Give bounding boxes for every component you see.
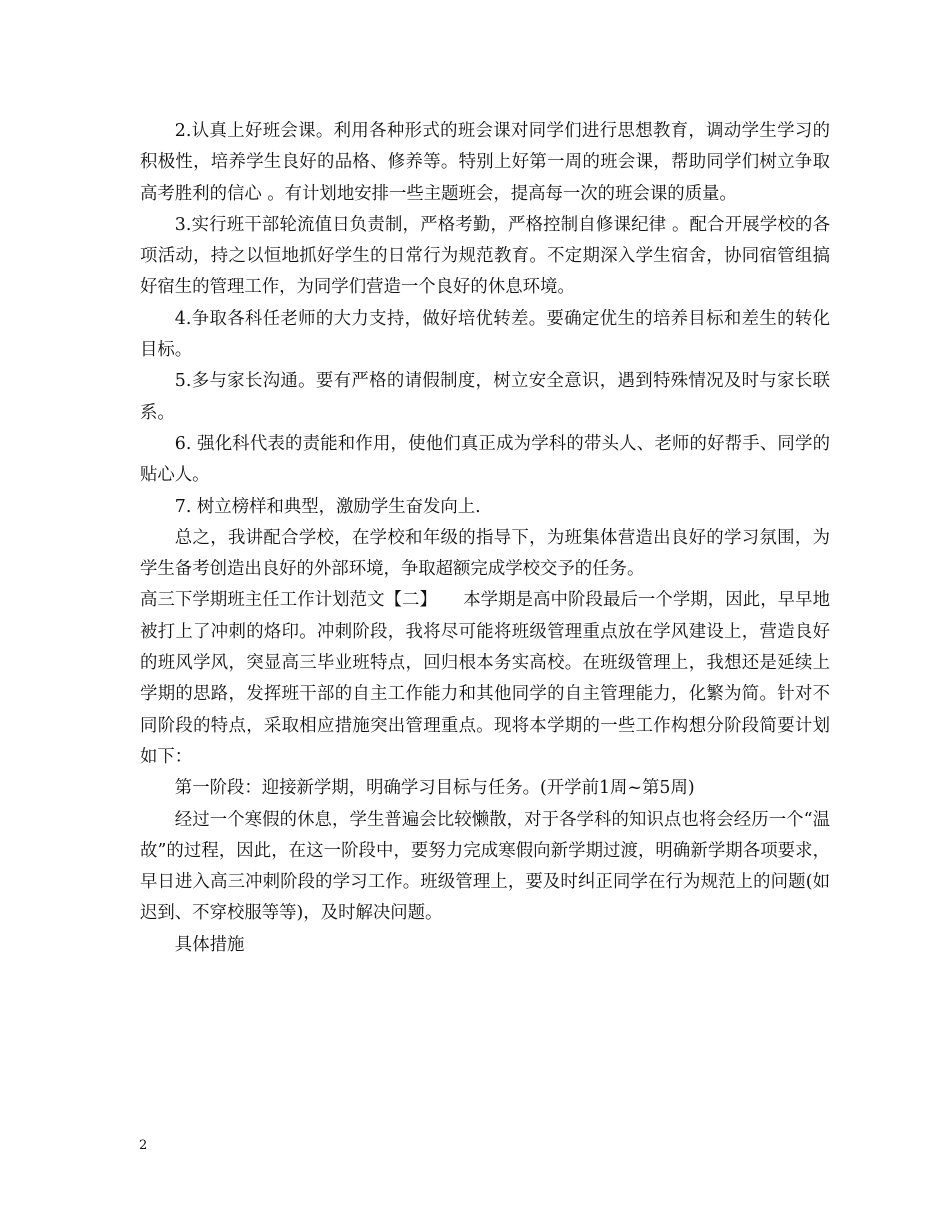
paragraph-measures-heading: 具体措施 bbox=[174, 934, 245, 955]
document-body bbox=[140, 116, 830, 961]
paragraph-item-4: 4.争取各科任老师的大力支持，做好培优转差。要确定优生的培养目标和差生的转化目标。 bbox=[140, 308, 830, 361]
paragraph-stage-one-body: 经过一个寒假的休息，学生普遍会比较懒散，对于各学科的知识点也将会经历一个“温故”的过程，因此，在这一阶段中，要努力完成寒假向新学期过渡，明确新学期各项要求，早日进入高三冲刺阶段的学习工作。班级管理上，要及时纠正同学在行为规范上的问题(如迟到、不穿校服等等)，及时解决问题。 bbox=[140, 809, 830, 924]
paragraph-item-6: 6. 强化科代表的责能和作用，使他们真正成为学科的带头人、老师的好帮手、同学的贴心人。 bbox=[140, 433, 830, 486]
page-number: 2 bbox=[139, 1138, 148, 1153]
paragraph-item-7: 7. 树立榜样和典型，激励学生奋发向上. bbox=[174, 496, 481, 517]
paragraph-section-two-intro: 高三下学期班主任工作计划范文【二】 本学期是高中阶段最后一个学期，因此，早早地被打上了冲刺的烙印。冲刺阶段，我将尽可能将班级管理重点放在学风建设上，营造良好的班风学风，突显高三毕业班特点，回归根本务实高校。在班级管理上，我想还是延续上学期的思路，发挥班干部的自主工作能力和其他同学的自主管理能力，化繁为简。针对不同阶段的特点，采取相应措施突出管理重点。现将本学期的一些工作构想分阶段简要计划如下： bbox=[140, 590, 830, 767]
paragraph-item-5: 5.多与家长沟通。要有严格的请假制度，树立安全意识，遇到特殊情况及时与家长联系。 bbox=[140, 371, 830, 423]
paragraph-item-3: 3.实行班干部轮流值日负责制，严格考勤，严格控制自修课纪律 。配合开展学校的各项活动，持之以恒地抓好学生的日常行为规范教育。不定期深入学生宿舍，协同宿管组搞好宿生的管理工作，为同学们营造一个良好的休息环境。 bbox=[140, 214, 830, 298]
paragraph-stage-one-heading: 第一阶段：迎接新学期，明确学习目标与任务。(开学前1周~第5周) bbox=[174, 778, 695, 799]
paragraph-item-2: 2.认真上好班会课。利用各种形式的班会课对同学们进行思想教育，调动学生学习的积极性，培养学生良好的品格、修养等。特别上好第一周的班会课，帮助同学们树立争取高考胜利的信心 。有计划地安排一些主题班会，提高每一次的班会课的质量。 bbox=[140, 121, 830, 204]
paragraph-summary: 总之，我讲配合学校，在学校和年级的指导下，为班集体营造出良好的学习氛围，为学生备考创造出良好的外部环境，争取超额完成学校交予的任务。 bbox=[140, 527, 830, 580]
